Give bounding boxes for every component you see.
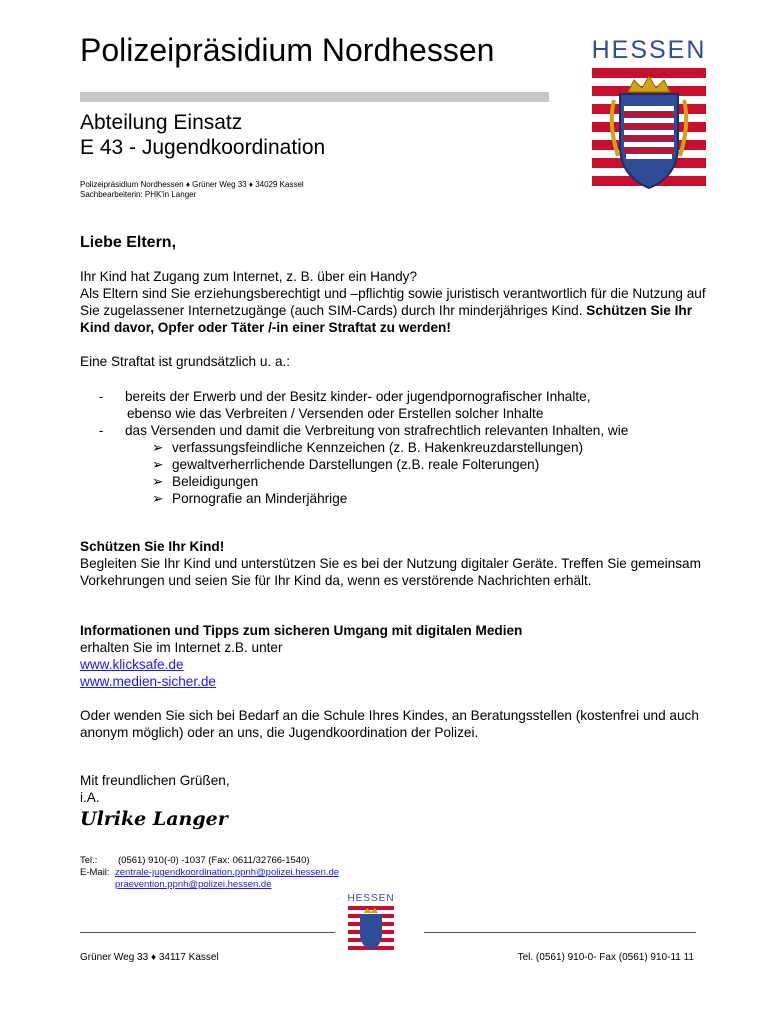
sub-list-item: [80, 439, 720, 456]
list-item-text: das Versenden und damit die Verbreitung von strafrechtlich relevanten Inhalten, wie: [125, 423, 629, 438]
sub-list-item-text: Pornografie an Minderjährige: [172, 491, 348, 506]
sub-list-item-text: verfassungsfeindliche Kennzeichen (z. B. Hakenkreuzdarstellungen): [172, 440, 584, 455]
greeting: Liebe Eltern,: [80, 234, 177, 251]
intro-paragraph: [80, 285, 720, 336]
sender-address: [80, 180, 304, 200]
klicksafe-link[interactable]: www.klicksafe.de: [80, 657, 184, 672]
department-unit: E 43 - Jugendkoordination: [80, 136, 326, 159]
footer-address: Grüner Weg 33 ♦ 34117 Kassel: [80, 952, 219, 963]
footer-rule-left: [80, 932, 335, 933]
protect-section: [80, 538, 720, 589]
contact-phone: [80, 855, 339, 867]
department-block: [80, 110, 325, 160]
offense-list: [80, 388, 720, 507]
page-title: Polizeipräsidium Nordhessen: [80, 32, 495, 68]
dash-marker: -: [80, 389, 104, 404]
sub-list-item-text: gewaltverherrlichende Darstellungen (z.B. reale Folterungen): [172, 457, 540, 472]
sub-list-item: [80, 473, 720, 490]
intro-warning: Schützen Sie Ihr Kind davor, Opfer oder Täter /-in einer Straftat zu werden!: [80, 303, 693, 335]
info-heading: Informationen und Tipps zum sicheren Umgang mit digitalen Medien: [80, 623, 523, 638]
info-text: erhalten Sie im Internet z.B. unter: [80, 640, 283, 655]
footer-crest-icon: [345, 904, 397, 952]
email-indent: [80, 879, 115, 891]
email-link-secondary[interactable]: praevention.ppnh@polizei.hessen.de: [115, 879, 272, 890]
hessen-logo-word: HESSEN: [591, 36, 707, 64]
footer-phone: Tel. (0561) 910-0- Fax (0561) 910-11 11: [517, 952, 694, 963]
phone-label: Tel.:: [80, 855, 98, 866]
arrow-bullet-icon: ➢: [152, 491, 164, 506]
email-label: E-Mail:: [80, 867, 110, 878]
clerk-line: Sachbearbeiterin: PHK'in Langer: [80, 190, 197, 199]
list-item-text: [125, 388, 590, 422]
address-line: Polizeipräsidium Nordhessen ♦ Grüner Weg 33 ♦ 34029 Kassel: [80, 180, 304, 189]
closing-ia: i.A.: [80, 790, 100, 805]
sub-list-item: [80, 490, 720, 507]
dash-marker: -: [80, 423, 104, 438]
hessen-crest-icon: [584, 64, 714, 192]
protect-text: Begleiten Sie Ihr Kind und unterstützen Sie es bei der Nutzung digitaler Geräte. Treffen Sie gemeinsam Vorkehrungen und seien Sie für Ihr Kind da, wenn es verstörende Nachrichten erhält.: [80, 556, 701, 588]
info-section: [80, 622, 720, 690]
contact-block: [80, 855, 339, 891]
protect-heading: Schützen Sie Ihr Kind!: [80, 539, 225, 554]
footer-rule-right: [424, 932, 696, 933]
intro-question: Ihr Kind hat Zugang zum Internet, z. B. über ein Handy?: [80, 269, 418, 284]
list-item-line: ebenso wie das Verbreiten / Versenden oder Erstellen solcher Inhalte: [127, 406, 544, 421]
list-item: [80, 422, 720, 439]
offense-intro: Eine Straftat ist grundsätzlich u. a.:: [80, 354, 291, 369]
footer-hessen-logo: [345, 893, 397, 957]
title-divider: [80, 92, 549, 102]
intro-section: [80, 268, 720, 336]
hessen-logo: [584, 36, 714, 197]
closing-greeting: Mit freundlichen Grüßen,: [80, 773, 230, 788]
medien-sicher-link[interactable]: www.medien-sicher.de: [80, 674, 216, 689]
closing: [80, 772, 720, 806]
contact-email: [80, 867, 339, 879]
contact-email-secondary: [80, 879, 339, 891]
intro-text: Als Eltern sind Sie erziehungsberechtigt und –pflichtig sowie juristisch verantwortlich für die Nutzung auf Sie zugelassener Internetzugänge (auch SIM-Cards) durch Ihr minderjähriges Kind.: [80, 286, 706, 318]
footer-logo-word: HESSEN: [347, 893, 395, 904]
list-item: [80, 388, 720, 422]
sub-list-item-text: Beleidigungen: [172, 474, 259, 489]
list-item-line: bereits der Erwerb und der Besitz kinder- oder jugendpornografischer Inhalte,: [125, 389, 591, 404]
arrow-bullet-icon: ➢: [152, 457, 164, 472]
arrow-bullet-icon: ➢: [152, 440, 164, 455]
signature: Ulrike Langer: [80, 808, 228, 830]
email-link-primary[interactable]: zentrale-jugendkoordination.ppnh@polizei.hessen.de: [115, 867, 340, 878]
arrow-bullet-icon: ➢: [152, 474, 164, 489]
phone-value: (0561) 910(-0) -1037 (Fax: 0611/32766-1540): [118, 855, 310, 866]
sub-list-item: [80, 456, 720, 473]
department-name: Abteilung Einsatz: [80, 111, 243, 134]
advice-paragraph: Oder wenden Sie sich bei Bedarf an die Schule Ihres Kindes, an Beratungsstellen (kostenfrei und auch anonym möglich) oder an uns, die Jugendkoordination der Polizei.: [80, 708, 699, 740]
